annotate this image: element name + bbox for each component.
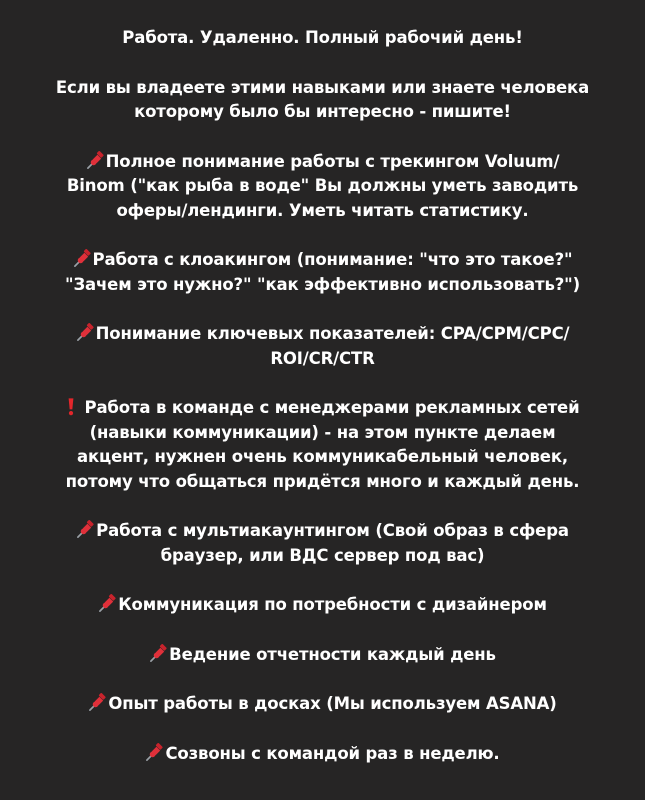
requirement-text: Работа с мультиакаунтингом (Свой образ в сфера браузер, или ВДС сервер под вас): [96, 521, 569, 565]
post-intro: Если вы владеете этими навыками или знаете человека которому было бы интересно - пишите!: [55, 77, 590, 121]
pushpin-icon: [88, 693, 107, 712]
post-body: [0, 26, 645, 791]
pushpin-icon: [149, 644, 168, 663]
pushpin-icon: [73, 249, 92, 268]
pushpin-icon: [86, 151, 105, 170]
requirement-item: [0, 150, 645, 224]
pushpin-icon: [98, 594, 117, 613]
requirement-item: [0, 742, 645, 767]
requirement-item: [0, 322, 645, 371]
requirement-text: Опыт работы в досках (Мы используем ASANA): [108, 694, 557, 713]
requirement-text: Ведение отчетности каждый день: [169, 644, 496, 664]
post-title: Работа. Удаленно. Полный рабочий день!: [122, 28, 523, 47]
requirement-item: [0, 248, 645, 297]
requirement-item: [0, 519, 645, 568]
pushpin-icon: [76, 520, 95, 539]
requirement-text: Понимание ключевых показателей: CPA/CPM/CPC/ ROI/CR/CTR: [95, 324, 570, 368]
requirement-text: Работа с клоакингом (понимание: "что это такое?" "Зачем это нужно?" "как эффективно использовать?"): [65, 250, 580, 294]
pushpin-icon: [145, 743, 164, 762]
requirement-text: Полное понимание работы с трекингом Voluum/ Binom ("как рыба в воде" Вы должны уметь заводить оферы/лендинги. Уметь читать статистику.: [66, 151, 579, 220]
requirement-item: [0, 692, 645, 717]
requirement-item: [0, 593, 645, 618]
requirement-text: Работа в команде с менеджерами рекламных сетей (навыки коммуникации) - на этом пункте делаем акцент, нужнен очень коммуникабельный человек, потому что общаться придётся много и каждый день.: [65, 398, 580, 491]
pushpin-icon: [76, 323, 95, 342]
requirement-item: [0, 396, 645, 494]
requirement-text: Коммуникация по потребности с дизайнером: [118, 595, 547, 614]
exclamation-icon: [66, 397, 76, 416]
requirement-text: Созвоны с командой раз в неделю.: [165, 743, 500, 763]
requirement-item: [0, 643, 645, 668]
